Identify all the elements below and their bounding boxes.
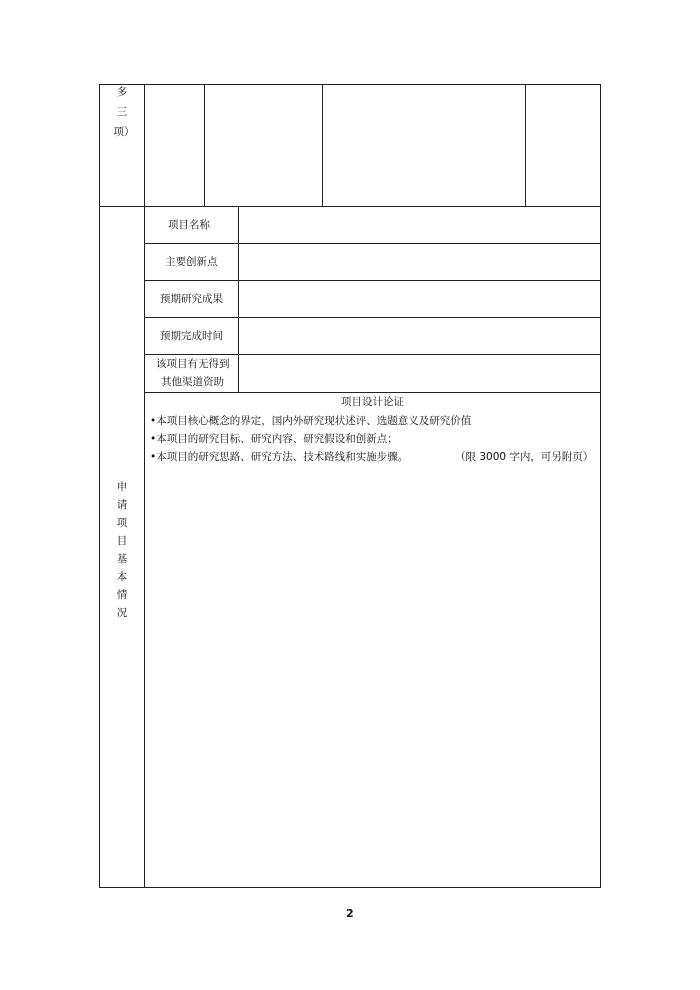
design-note: （限 3000 字内，可另附页） [455, 451, 594, 463]
row-divider-4 [144, 354, 601, 355]
main-side-char: 目 [116, 535, 128, 547]
top-col-divider-3 [525, 84, 526, 206]
top-side-char: 项） [113, 126, 135, 138]
table-border-right [600, 84, 601, 888]
design-bullet-1: •本项目核心概念的界定，国内外研究现状述评、选题意义及研究价值 [150, 415, 472, 427]
top-side-char: 三 [116, 106, 128, 118]
row-label-expected-results: 预期研究成果 [160, 293, 223, 305]
row-label-other-funding-2: 其他渠道资助 [161, 376, 224, 388]
row-label-innovation: 主要创新点 [165, 256, 218, 268]
main-side-char: 请 [116, 499, 128, 511]
label-column-divider [144, 84, 145, 888]
top-col-divider-1 [204, 84, 205, 206]
table-border-left [99, 84, 100, 888]
expected-results-field[interactable] [240, 282, 598, 316]
other-funding-field[interactable] [240, 356, 598, 391]
row-label-divider [238, 206, 239, 392]
row-divider-5 [144, 392, 601, 393]
row-divider-2 [144, 280, 601, 281]
top-col-divider-2 [322, 84, 323, 206]
completion-time-field[interactable] [240, 319, 598, 353]
main-side-char: 况 [116, 607, 128, 619]
design-content-area[interactable] [146, 470, 598, 885]
design-heading: 项目设计论证 [341, 396, 404, 408]
row-divider-3 [144, 317, 601, 318]
row-label-other-funding-1: 该项目有无得到 [156, 358, 230, 370]
main-side-char: 情 [116, 589, 128, 601]
page-number: 2 [346, 907, 354, 920]
row-label-completion-time: 预期完成时间 [160, 330, 223, 342]
design-bullet-2: •本项目的研究目标、研究内容、研究假设和创新点； [150, 433, 398, 445]
main-side-char: 申 [116, 481, 128, 493]
row-divider-1 [144, 243, 601, 244]
table-border-bottom [99, 887, 601, 888]
section-divider [99, 206, 601, 207]
main-side-char: 基 [116, 553, 128, 565]
design-bullet-3: •本项目的研究思路、研究方法、技术路线和实施步骤。 [150, 451, 409, 463]
main-side-char: 本 [116, 571, 128, 583]
main-side-char: 项 [116, 517, 128, 529]
project-name-field[interactable] [240, 208, 598, 242]
innovation-field[interactable] [240, 245, 598, 279]
row-label-project-name: 项目名称 [168, 219, 210, 231]
top-side-char: 多 [116, 86, 128, 98]
